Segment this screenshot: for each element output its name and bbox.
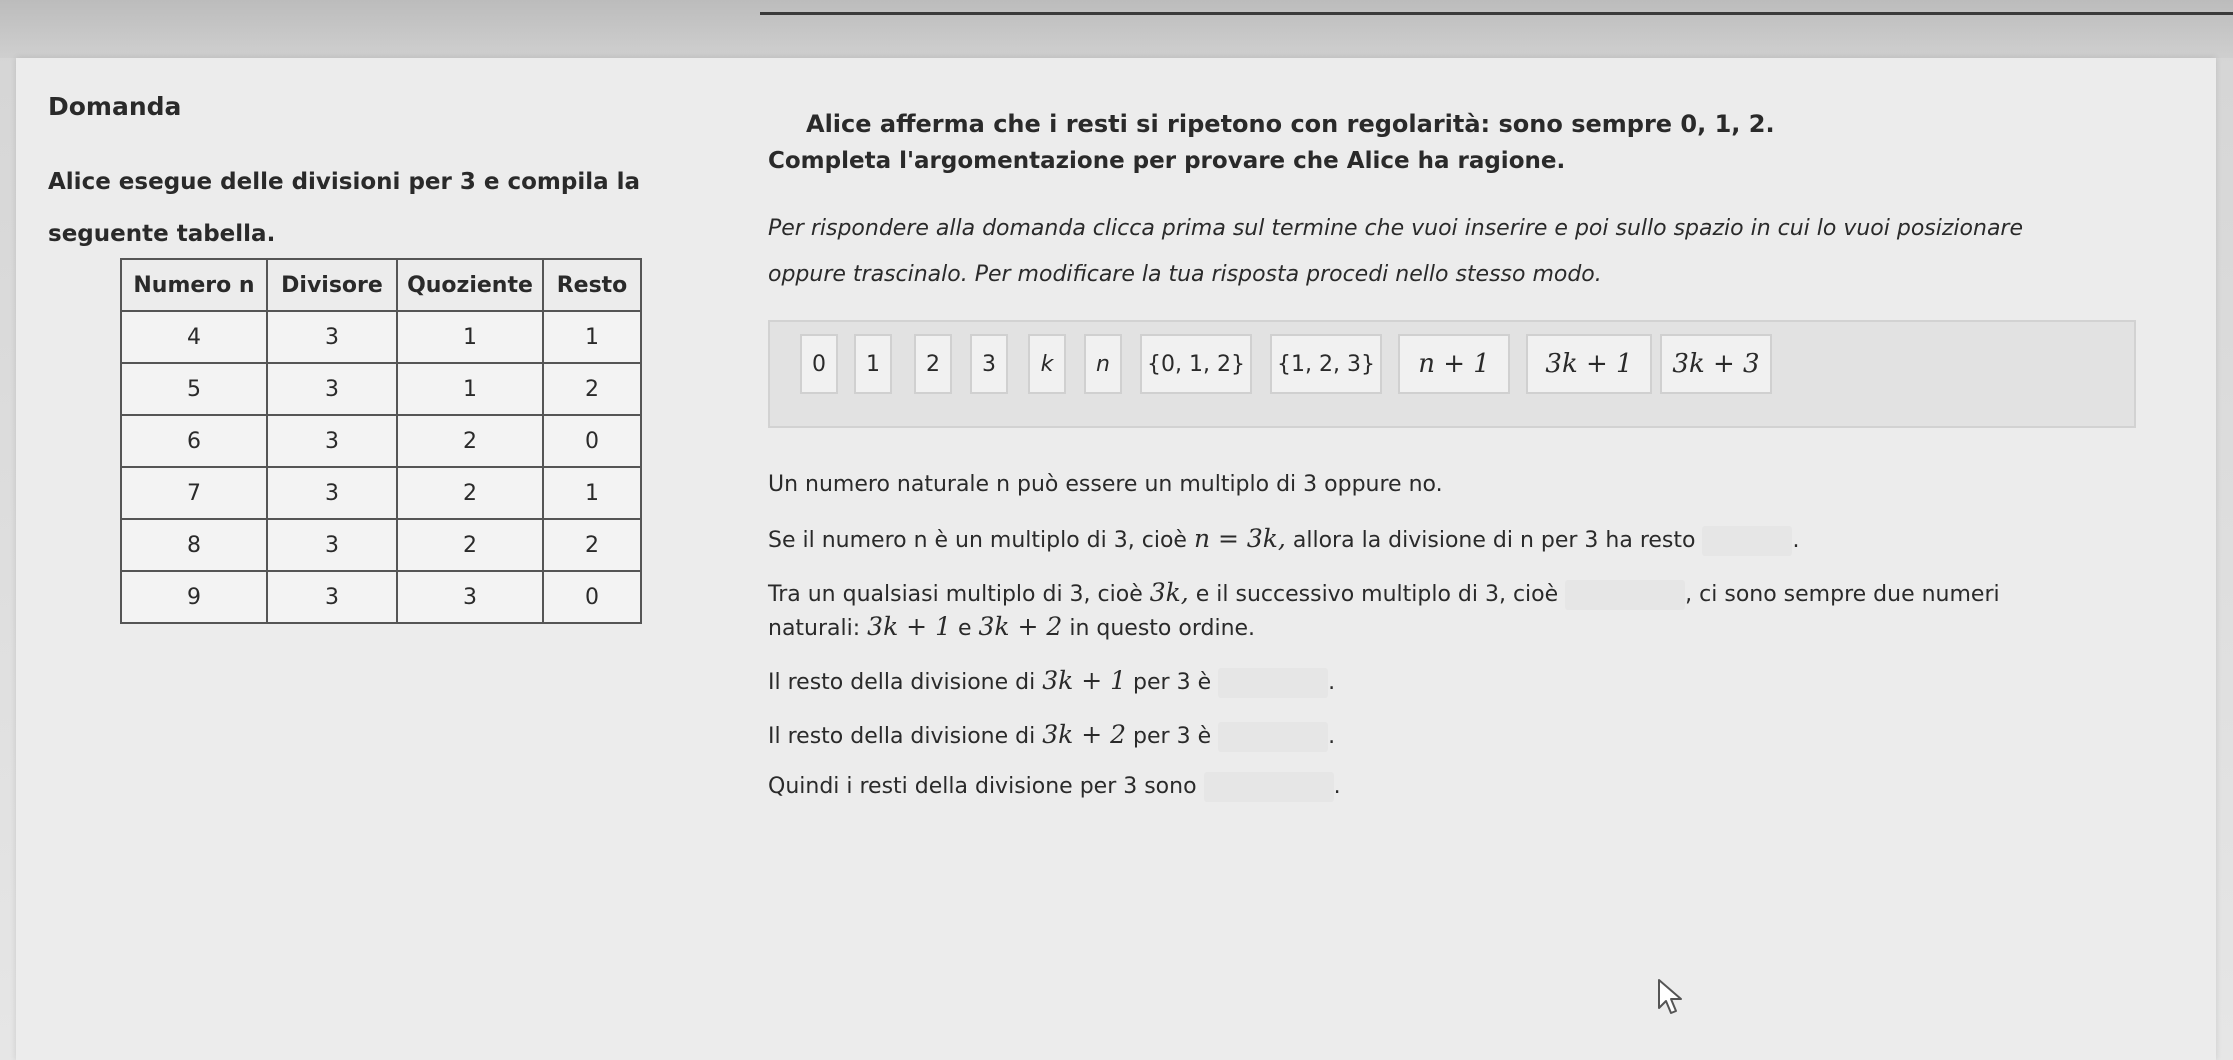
tile-3k-plus-1[interactable]: 3k + 1 xyxy=(1526,334,1652,394)
argument-text: Tra un qualsiasi multiplo di 3, cioè xyxy=(768,582,1143,607)
question-intro-line1: Alice esegue delle divisioni per 3 e compila la xyxy=(48,169,641,195)
top-strip xyxy=(0,0,2233,58)
drop-slot-1[interactable] xyxy=(1702,526,1792,556)
argument-period: . xyxy=(1328,670,1336,695)
tile-n[interactable]: n xyxy=(1084,334,1122,394)
tile-2[interactable]: 2 xyxy=(914,334,952,394)
cell: 3 xyxy=(267,415,397,467)
drop-slot-5[interactable] xyxy=(1204,772,1334,802)
tile-set-1-2-3[interactable]: {1, 2, 3} xyxy=(1270,334,1382,394)
cell: 4 xyxy=(121,311,267,363)
math-expression: 3k + 2 xyxy=(1042,720,1127,749)
cell: 0 xyxy=(543,571,641,623)
math-expression: 3k + 1 xyxy=(1042,666,1127,695)
mouse-cursor-icon xyxy=(1656,978,1686,1018)
question-title: Domanda xyxy=(48,92,182,121)
tile-n-plus-1[interactable]: n + 1 xyxy=(1398,334,1510,394)
header-numero: Numero n xyxy=(121,259,267,311)
header-resto: Resto xyxy=(543,259,641,311)
cell: 2 xyxy=(397,519,543,571)
header-quoziente: Quoziente xyxy=(397,259,543,311)
argument-text: naturali: xyxy=(768,616,861,641)
cell: 3 xyxy=(267,467,397,519)
table-row xyxy=(121,415,641,467)
argument-text: Quindi i resti della divisione per 3 sono xyxy=(768,774,1197,799)
cell: 1 xyxy=(543,467,641,519)
argument-line-2 xyxy=(768,524,1799,556)
cell: 3 xyxy=(267,571,397,623)
tile-0[interactable]: 0 xyxy=(800,334,838,394)
table-row xyxy=(121,467,641,519)
math-expression: 3k, xyxy=(1149,578,1189,607)
argument-text: allora la divisione di n per 3 ha resto xyxy=(1292,528,1696,553)
math-expression: 3k + 1 xyxy=(867,612,951,641)
question-intro-line2: seguente tabella. xyxy=(48,221,276,247)
argument-text: , ci sono sempre due numeri xyxy=(1685,582,2000,607)
drop-slot-2[interactable] xyxy=(1565,580,1685,610)
argument-text: in questo ordine. xyxy=(1069,616,1256,641)
instructions-line1: Per rispondere alla domanda clicca prima sul termine che vuoi inserire e poi sullo spazio in cui lo vuoi posizionare xyxy=(768,216,2023,241)
cell: 2 xyxy=(397,467,543,519)
argument-text: per 3 è xyxy=(1133,670,1212,695)
cell: 3 xyxy=(267,519,397,571)
cell: 3 xyxy=(267,311,397,363)
cell: 2 xyxy=(543,363,641,415)
instructions xyxy=(768,206,2148,298)
argument-period: . xyxy=(1333,774,1341,799)
cell: 0 xyxy=(543,415,641,467)
argument-text: e il successivo multiplo di 3, cioè xyxy=(1195,582,1559,607)
cell: 2 xyxy=(543,519,641,571)
argument-text: e xyxy=(957,616,972,641)
cell: 1 xyxy=(397,311,543,363)
argument-text: Il resto della divisione di xyxy=(768,670,1036,695)
argument-line-1: Un numero naturale n può essere un multiplo di 3 oppure no. xyxy=(768,472,1443,497)
cell: 3 xyxy=(397,571,543,623)
cell: 6 xyxy=(121,415,267,467)
instructions-line2: oppure trascinalo. Per modificare la tua risposta procedi nello stesso modo. xyxy=(768,262,1602,287)
cell: 1 xyxy=(543,311,641,363)
table-header-row xyxy=(121,259,641,311)
argument-text: per 3 è xyxy=(1133,724,1212,749)
task-statement: Completa l'argomentazione per provare che Alice ha ragione. xyxy=(768,148,1566,174)
argument-period: . xyxy=(1792,528,1800,553)
argument-line-7 xyxy=(768,772,1341,802)
cell: 1 xyxy=(397,363,543,415)
alice-claim: Alice afferma che i resti si ripetono con regolarità: sono sempre 0, 1, 2. xyxy=(806,110,1775,138)
tile-k[interactable]: k xyxy=(1028,334,1066,394)
math-expression: 3k + 2 xyxy=(978,612,1063,641)
division-table xyxy=(120,258,642,624)
drop-slot-3[interactable] xyxy=(1218,668,1328,698)
cell: 7 xyxy=(121,467,267,519)
tile-1[interactable]: 1 xyxy=(854,334,892,394)
tile-set-0-1-2[interactable]: {0, 1, 2} xyxy=(1140,334,1252,394)
argument-line-4 xyxy=(768,612,1255,641)
cell: 5 xyxy=(121,363,267,415)
tile-3k-plus-3[interactable]: 3k + 3 xyxy=(1660,334,1772,394)
math-expression: n = 3k, xyxy=(1193,524,1286,553)
argument-text: Se il numero n è un multiplo di 3, cioè xyxy=(768,528,1187,553)
drop-slot-4[interactable] xyxy=(1218,722,1328,752)
top-divider xyxy=(760,12,2233,15)
cell: 3 xyxy=(267,363,397,415)
table-row xyxy=(121,571,641,623)
argument-line-5 xyxy=(768,666,1335,698)
table-row xyxy=(121,519,641,571)
argument-period: . xyxy=(1328,724,1336,749)
cell: 8 xyxy=(121,519,267,571)
table-row xyxy=(121,311,641,363)
argument-text: Il resto della divisione di xyxy=(768,724,1036,749)
table-row xyxy=(121,363,641,415)
tile-3[interactable]: 3 xyxy=(970,334,1008,394)
cell: 9 xyxy=(121,571,267,623)
question-intro xyxy=(48,156,648,260)
header-divisore: Divisore xyxy=(267,259,397,311)
argument-line-3 xyxy=(768,578,2000,610)
argument-line-6 xyxy=(768,720,1335,752)
cell: 2 xyxy=(397,415,543,467)
